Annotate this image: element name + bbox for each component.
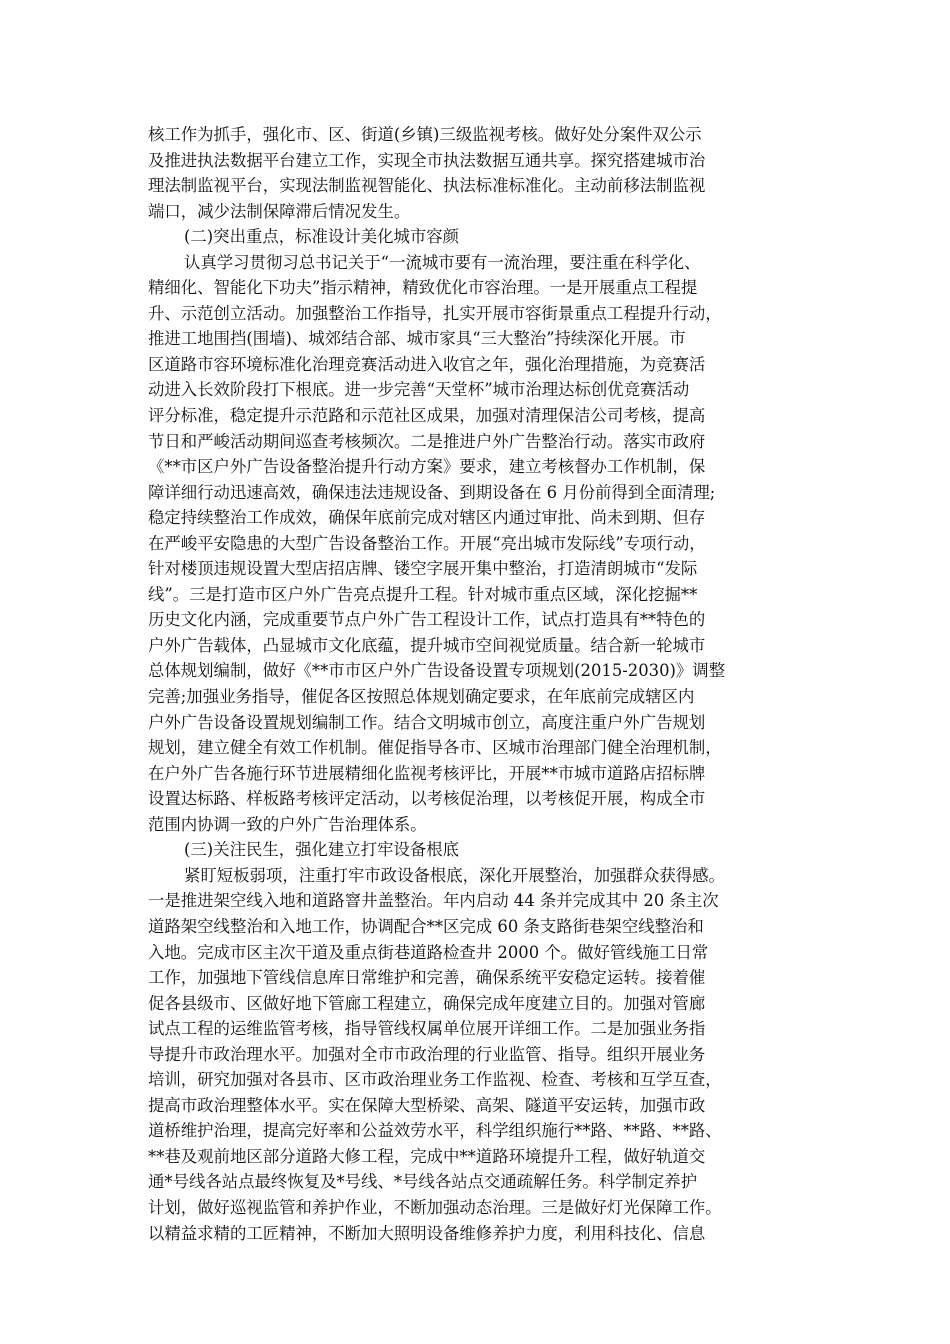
text-line: 推进工地围挡(围墙)、城郊结合部、城市家具“三大整治”持续深化开展。市 <box>148 329 686 349</box>
text-line: 《**市区户外广告设备整治提升行动方案》要求，建立考核督办工作机制，保 <box>148 457 706 477</box>
text-line: 范围内协调一致的户外广告治理体系。 <box>148 814 427 834</box>
text-line: 针对楼顶违规设置大型店招店牌、镂空字展开集中整治，打造清朗城市“发际 <box>148 559 698 579</box>
text-line: 端口，减少法制保障滞后情况发生。 <box>148 201 411 221</box>
text-line: 历史文化内涵，完成重要节点户外广告工程设计工作，试点打造具有**特色的 <box>148 610 706 630</box>
text-line: 规划，建立健全有效工作机制。催促指导各市、区城市治理部门健全治理机制， <box>148 738 722 758</box>
text-line: 升、示范创立活动。加强整治工作指导，扎实开展市容街景重点工程提升行动， <box>148 303 722 323</box>
paragraph-start-line: (二)突出重点，标准设计美化城市容颜 <box>184 227 460 247</box>
text-line: 提高市政治理整体水平。实在保障大型桥梁、高架、隧道平安运转，加强市政 <box>148 1095 706 1115</box>
text-line: 以精益求精的工匠精神，不断加大照明设备维修养护力度，利用科技化、信息 <box>148 1223 706 1243</box>
text-line: 及推进执法数据平台建立工作，实现全市执法数据互通共享。探究搭建城市治 <box>148 150 706 170</box>
text-line: 核工作为抓手，强化市、区、街道(乡镇)三级监视考核。做好处分案件双公示 <box>148 125 702 144</box>
text-line: 障详细行动迅速高效，确保违法违规设备、到期设备在 6 月份前得到全面清理; <box>148 482 716 502</box>
text-line: 精细化、智能化下功夫”指示精神，精致优化市容治理。一是开展重点工程提 <box>148 278 698 298</box>
text-line: 完善;加强业务指导，催促各区按照总体规划确定要求，在年底前完成辖区内 <box>148 687 695 707</box>
text-line: 通*号线各站点最终恢复及*号线、*号线各站点交通疏解任务。科学制定养护 <box>148 1172 698 1192</box>
text-line: 导提升市政治理水平。加强对全市市政治理的行业监管、指导。组织开展业务 <box>148 1044 706 1064</box>
text-line: 总体规划编制，做好《**市市区户外广告设备设置专项规划(2015-2030)》调整 <box>148 661 726 681</box>
text-line: 线”。三是打造市区户外广告亮点提升工程。针对城市重点区域，深化挖掘** <box>148 584 698 604</box>
text-line: 入地。完成市区主次干道及重点街巷道路检查井 2000 个。做好管线施工日常 <box>148 942 709 962</box>
text-line: **巷及观前地区部分道路大修工程，完成中**道路环境提升工程，做好轨道交 <box>148 1146 706 1166</box>
text-line: 在严峻平安隐患的大型广告设备整治工作。开展“亮出城市发际线”专项行动， <box>148 533 706 553</box>
text-line: 设置达标路、样板路考核评定活动，以考核促治理，以考核促开展，构成全市 <box>148 789 706 809</box>
text-line: 理法制监视平台，实现法制监视智能化、执法标准标准化。主动前移法制监视 <box>148 176 706 196</box>
text-line: 户外广告设备设置规划编制工作。结合文明城市创立，高度注重户外广告规划 <box>148 712 706 732</box>
paragraph-start-line: 认真学习贯彻习总书记关于“一流城市要有一流治理，要注重在科学化、 <box>184 252 701 272</box>
text-line: 计划，做好巡视监管和养护作业，不断加强动态治理。三是做好灯光保障工作。 <box>148 1197 722 1217</box>
text-line: 培训，研究加强对各县市、区市政治理业务工作监视、检查、考核和互学互查， <box>148 1070 722 1090</box>
text-line: 户外广告载体，凸显城市文化底蕴，提升城市空间视觉质量。结合新一轮城市 <box>148 635 706 655</box>
text-line: 道桥维护治理，提高完好率和公益效劳水平，科学组织施行**路、**路、**路、 <box>148 1121 722 1141</box>
text-line: 促各县级市、区做好地下管廊工程建立，确保完成年度建立目的。加强对管廊 <box>148 993 706 1013</box>
paragraph-start-line: 紧盯短板弱项，注重打牢市政设备根底，深化开展整治，加强群众获得感。 <box>184 865 725 885</box>
text-line: 在户外广告各施行环节进展精细化监视考核评比，开展**市城市道路店招标牌 <box>148 763 706 783</box>
text-line: 区道路市容环境标准化治理竞赛活动进入收官之年，强化治理措施，为竞赛活 <box>148 354 706 374</box>
text-line: 试点工程的运维监管考核，指导管线权属单位展开详细工作。二是加强业务指 <box>148 1019 706 1039</box>
paragraph-start-line: (三)关注民生，强化建立打牢设备根底 <box>184 840 460 860</box>
text-line: 动进入长效阶段打下根底。进一步完善“天堂杯”城市治理达标创优竞赛活动 <box>148 380 690 400</box>
text-line: 稳定持续整治工作成效，确保年底前完成对辖区内通过审批、尚未到期、但存 <box>148 508 706 528</box>
text-line: 节日和严峻活动期间巡查考核频次。二是推进户外广告整治行动。落实市政府 <box>148 431 706 451</box>
text-line: 道路架空线整治和入地工作，协调配合**区完成 60 条支路街巷架空线整治和 <box>148 916 704 936</box>
text-line: 工作，加强地下管线信息库日常维护和完善，确保系统平安稳定运转。接着催 <box>148 968 706 988</box>
text-line: 评分标准，稳定提升示范路和示范社区成果，加强对清理保洁公司考核，提高 <box>148 406 706 426</box>
document-body <box>148 122 818 1246</box>
text-line: 一是推进架空线入地和道路窨井盖整治。年内启动 44 条并完成其中 20 条主次 <box>148 891 719 911</box>
